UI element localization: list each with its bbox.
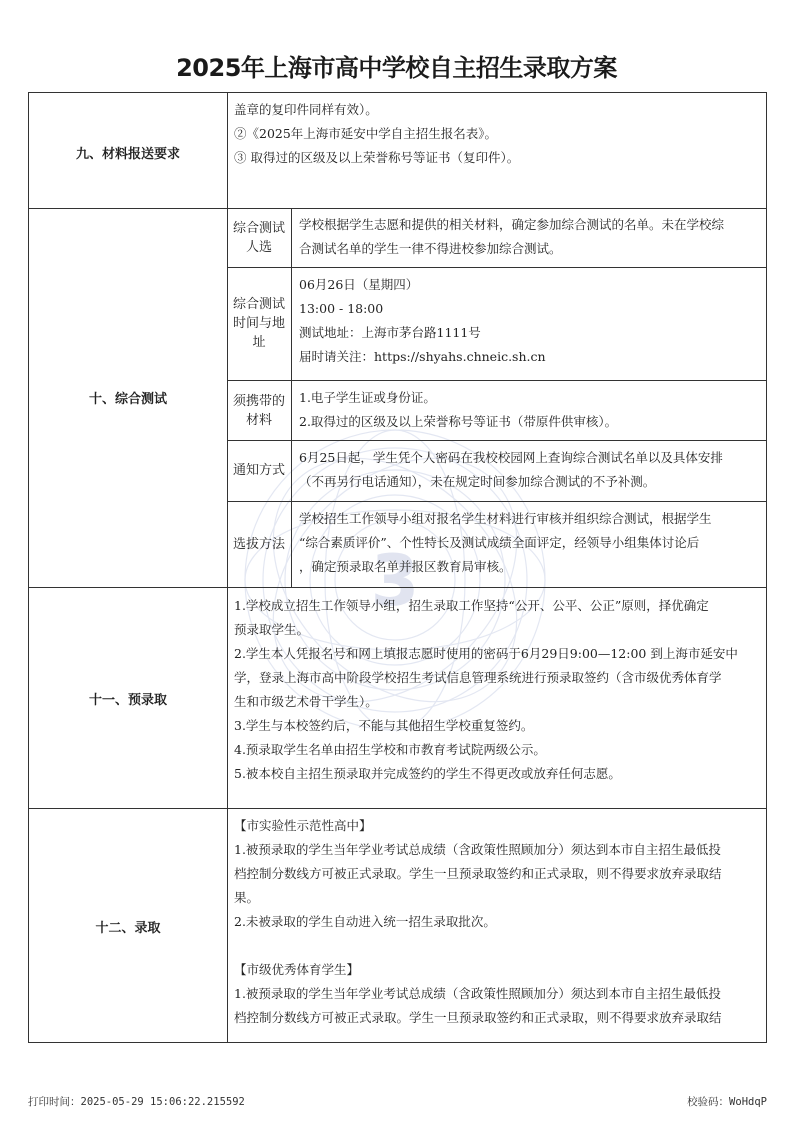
text-line: 学校招生工作领导小组对报名学生材料进行审核并组织综合测试，根据学生 — [299, 511, 712, 526]
text-line: 4.预录取学生名单由招生学校和市教育考试院两级公示。 — [234, 742, 546, 757]
text-line: 3.学生与本校签约后，不能与其他招生学校重复签约。 — [234, 718, 534, 733]
text-line: 盖章的复印件同样有效）。 — [234, 102, 378, 117]
text-line — [234, 934, 722, 958]
print-time: 打印时间：2025-05-29 15:06:22.215592 — [28, 1096, 245, 1108]
text-line: 1.被预录取的学生当年学业考试总成绩（含政策性照顾加分）须达到本市自主招生最低投 — [234, 986, 721, 1001]
text-line: 1.学校成立招生工作领导小组，招生录取工作坚持“公开、公平、公正”原则，择优确定 — [234, 598, 709, 613]
website-link[interactable]: 届时请关注：https://shyahs.chneic.sh.cn — [299, 349, 546, 364]
page-title: 2025年上海市高中学校自主招生录取方案 — [176, 54, 617, 82]
text-line: 学，登录上海市高中阶段学校招生考试信息管理系统进行预录取签约（含市级优秀体育学 — [234, 670, 722, 685]
text-line: 生和市级艺术骨干学生）。 — [234, 694, 378, 709]
text-line: 测试地址：上海市茅台路1111号 — [299, 325, 481, 340]
text-line: 【市实验性示范性高中】 — [234, 818, 372, 833]
text-line: 06月26日（星期四） — [299, 277, 419, 292]
text-line: 合测试名单的学生一律不得进校参加综合测试。 — [299, 241, 562, 256]
section-label-comprehensive-test: 十、综合测试 — [88, 392, 167, 407]
row-label-selection-method: 选拔方法 — [232, 537, 285, 552]
text-line: 2.学生本人凭报名号和网上填报志愿时使用的密码于6月29日9:00—12:00 到上海市延安中 — [234, 646, 738, 661]
row-content-selection-method — [299, 507, 712, 579]
text-line: 6月25日起，学生凭个人密码在我校校园网上查询综合测试名单以及具体安排 — [299, 450, 723, 465]
text-line: ③ 取得过的区级及以上荣誉称号等证书（复印件）。 — [234, 150, 520, 165]
text-line: 【市级优秀体育学生】 — [234, 962, 360, 977]
section-content-admission — [234, 814, 722, 1030]
row-content-materials-to-bring — [299, 386, 617, 434]
row-content-notification — [299, 446, 723, 494]
text-line: （不再另行电话通知），未在规定时间参加综合测试的不予补测。 — [299, 474, 656, 489]
text-line: 13:00 - 18:00 — [299, 301, 384, 316]
row-label-notification: 通知方式 — [232, 463, 285, 478]
text-line: 1.被预录取的学生当年学业考试总成绩（含政策性照顾加分）须达到本市自主招生最低投 — [234, 842, 721, 857]
row-label-candidates: 综合测试人选 — [232, 221, 285, 255]
row-content-time-address — [299, 273, 546, 369]
section-content-pre-admission — [234, 594, 738, 786]
text-line: ②《2025年上海市延安中学自主招生报名表》。 — [234, 126, 498, 141]
row-content-candidates — [299, 213, 724, 261]
text-line: 2.未被录取的学生自动进入统一招生录取批次。 — [234, 914, 496, 929]
row-label-time-address: 综合测试时间与地址 — [232, 297, 285, 350]
text-line: 学校根据学生志愿和提供的相关材料，确定参加综合测试的名单。未在学校综 — [299, 217, 725, 232]
svg-text:3: 3 — [370, 540, 420, 622]
text-line: 5.被本校自主招生预录取并完成签约的学生不得更改或放弃任何志愿。 — [234, 766, 621, 781]
check-code: 校验码：WoHdqP — [687, 1096, 767, 1108]
section-label-materials: 九、材料报送要求 — [75, 147, 180, 162]
section-content-materials — [234, 98, 519, 170]
section-label-admission: 十二、录取 — [95, 921, 161, 936]
text-line: 档控制分数线方可被正式录取。学生一旦预录取签约和正式录取，则不得要求放弃录取结 — [234, 1010, 722, 1025]
text-line: 档控制分数线方可被正式录取。学生一旦预录取签约和正式录取，则不得要求放弃录取结 — [234, 866, 722, 881]
text-line: 1.电子学生证或身份证。 — [299, 390, 436, 405]
text-line: 预录取学生。 — [234, 622, 310, 637]
text-line: “综合素质评价”、个性特长及测试成绩全面评定，经领导小组集体讨论后 — [299, 535, 700, 550]
text-line: ，确定预录取名单并报区教育局审核。 — [299, 559, 512, 574]
text-line: 果。 — [234, 890, 260, 905]
row-label-materials-to-bring: 须携带的材料 — [232, 394, 285, 428]
text-line: 2.取得过的区级及以上荣誉称号等证书（带原件供审核）。 — [299, 414, 618, 429]
section-label-pre-admission: 十一、预录取 — [88, 693, 167, 708]
admission-table — [28, 92, 767, 1043]
